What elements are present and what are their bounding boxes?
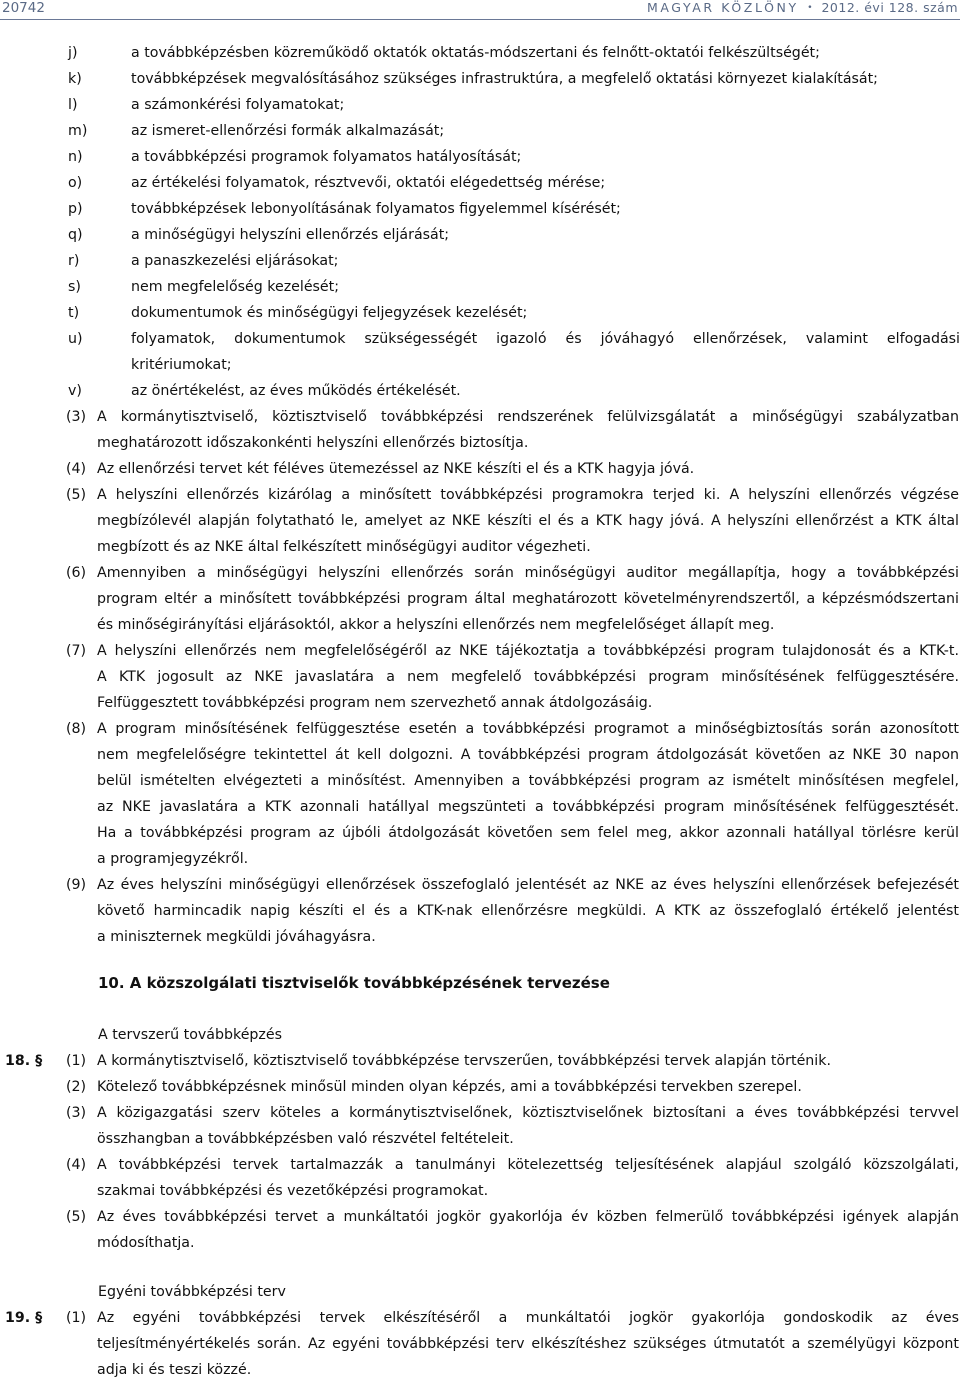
list-item — [68, 92, 960, 118]
list-item — [68, 40, 960, 66]
list-letter: s) — [68, 279, 81, 295]
list-item — [68, 326, 960, 352]
paragraph-line: A helyszíni ellenőrzés kizárólag a minősített továbbképzési programokra terjed ki. A helyszíni ellenőrzés végzése — [97, 487, 959, 503]
list-text: kritériumokat; — [131, 357, 232, 373]
list-letter: k) — [68, 71, 82, 87]
paragraph-line: az NKE javaslatára a KTK azonnali hatállyal megszünteti a továbbképzési program minősítésének felfüggesztését. — [97, 799, 959, 815]
list-letter: j) — [68, 45, 78, 61]
list-letter: v) — [68, 383, 82, 399]
paragraph-line: teljesítményértékelés során. Az egyéni továbbképzési terv elkészítéshez szükséges útmutatót a személyügyi központ — [97, 1336, 959, 1352]
list-item — [68, 66, 960, 92]
paragraph-number: (7) — [66, 643, 87, 659]
paragraph-line: Az ellenőrzési tervet két féléves ütemezéssel az NKE készíti el és a KTK hagyja jóvá. — [97, 461, 695, 477]
paragraph-line: A közigazgatási szerv köteles a kormánytisztviselőnek, köztisztviselőnek biztosítani a éves továbbképzési tervvel — [97, 1105, 959, 1121]
list-text: az ismeret-ellenőrzési formák alkalmazását; — [131, 123, 445, 139]
subsection-title: A tervszerű továbbképzés — [98, 1027, 282, 1043]
paragraph-line: követő harmincadik napig készíti el és a KTK-nak ellenőrzésre megküldi. A KTK az összefoglaló értékelő jelentést — [97, 903, 959, 919]
paragraph-number: (4) — [66, 1157, 87, 1173]
list-letter: t) — [68, 305, 80, 321]
list-item — [68, 300, 960, 326]
paragraph-number: (3) — [66, 1105, 87, 1121]
list-item — [68, 144, 960, 170]
list-text: dokumentumok és minőségügyi feljegyzések kezelését; — [131, 305, 528, 321]
list-text: a számonkérési folyamatokat; — [131, 97, 345, 113]
list-text: nem megfelelőség kezelését; — [131, 279, 340, 295]
list-item — [68, 118, 960, 144]
paragraph-line: program eltér a minősített továbbképzési program által meghatározott követelményrendszertől, a képzésmódszertani — [97, 591, 959, 607]
list-item — [68, 274, 960, 300]
paragraph-line: Felfüggesztett továbbképzési program nem szervezhető annak átdolgozásáig. — [97, 695, 653, 711]
paragraph-line: a miniszternek megküldi jóváhagyásra. — [97, 929, 376, 945]
list-text: folyamatok, dokumentumok szükségességét igazoló és jóváhagyó ellenőrzések, valamint elfogadási — [131, 331, 960, 347]
list-text: a minőségügyi helyszíni ellenőrzés eljárását; — [131, 227, 450, 243]
list-text: az értékelési folyamatok, résztvevői, oktatói elégedettség mérése; — [131, 175, 606, 191]
issue-label: 2012. évi 128. szám — [821, 0, 958, 15]
list-text: a továbbképzési programok folyamatos hatályosítását; — [131, 149, 522, 165]
paragraph-line: nem megfelelőségre tekintettel át kell dolgozni. A továbbképzési program átdolgozását követően az NKE 30 napon — [97, 747, 959, 763]
list-item — [68, 196, 960, 222]
paragraph-line: Ha a továbbképzési program az újbóli átdolgozását követően sem felel meg, akkor azonnali hatállyal törlésre kerül — [97, 825, 959, 841]
paragraph-line: megbízólevél alapján folytatható le, amelyet az NKE készíti el és a KTK hagy jóvá. A helyszíni ellenőrzést a KTK által — [97, 513, 959, 529]
list-text: továbbképzések lebonyolításának folyamatos figyelemmel kísérését; — [131, 201, 621, 217]
paragraph-line: A helyszíni ellenőrzés nem megfelelőségéről az NKE tájékoztatja a továbbképzési program tulajdonosát és a KTK-t. — [97, 643, 959, 659]
paragraph-line: módosíthatja. — [97, 1235, 195, 1251]
paragraph-line: adja ki és teszi közzé. — [97, 1362, 252, 1378]
list-letter: o) — [68, 175, 83, 191]
paragraph-number: (1) — [66, 1310, 87, 1326]
paragraph-number: (3) — [66, 409, 87, 425]
list-item — [68, 378, 960, 404]
subsection-title: Egyéni továbbképzési terv — [98, 1284, 286, 1300]
paragraph-line: Kötelező továbbképzésnek minősül minden olyan képzés, ami a továbbképzési tervekben szerepel. — [97, 1079, 802, 1095]
list-letter: u) — [68, 331, 83, 347]
list-item — [68, 222, 960, 248]
paragraph-number: (4) — [66, 461, 87, 477]
list-text: a panaszkezelési eljárásokat; — [131, 253, 339, 269]
paragraph-line: meghatározott időszakonkénti helyszíni ellenőrzés biztosítja. — [97, 435, 529, 451]
paragraph-number: (2) — [66, 1079, 87, 1095]
paragraph-line: A továbbképzési tervek tartalmazzák a tanulmányi kötelezettség teljesítésének alapjául szolgáló közszolgálati, — [97, 1157, 959, 1173]
bullet-separator: • — [807, 3, 813, 13]
paragraph-line: Az egyéni továbbképzési tervek elkészítéséről a munkáltatói jogkör gyakorlója gondoskodik az éves — [97, 1310, 959, 1326]
paragraph-line: összhangban a továbbképzésben való részvétel feltételeit. — [97, 1131, 514, 1147]
paragraph-number: (6) — [66, 565, 87, 581]
journal-title: MAGYAR KÖZLÖNY — [646, 0, 799, 15]
list-letter: n) — [68, 149, 83, 165]
paragraph-line: A KTK jogosult az NKE javaslatára a nem megfelelő továbbképzési program minősítésének felfüggesztésére. — [97, 669, 959, 685]
paragraph-number: (5) — [66, 487, 87, 503]
list-item — [68, 170, 960, 196]
running-header — [647, 0, 958, 15]
paragraph-number: (9) — [66, 877, 87, 893]
list-text: az önértékelést, az éves működés értékelését. — [131, 383, 461, 399]
section-number: 18. § — [5, 1053, 43, 1069]
list-item — [68, 248, 960, 274]
paragraph-line: A kormánytisztviselő, köztisztviselő továbbképzési rendszerének felülvizsgálatát a minőségügyi szabályzatban — [97, 409, 959, 425]
paragraph-number: (5) — [66, 1209, 87, 1225]
paragraph-number: (1) — [66, 1053, 87, 1069]
paragraph-line: a programjegyzékről. — [97, 851, 249, 867]
header-rule — [0, 19, 960, 20]
list-letter: q) — [68, 227, 83, 243]
list-letter: r) — [68, 253, 80, 269]
list-text: továbbképzések megvalósításához szükséges infrastruktúra, a megfelelő oktatási környezet kialakítását; — [131, 71, 878, 87]
list-item-continuation — [68, 352, 960, 378]
section-number: 19. § — [5, 1310, 43, 1326]
list-letter: p) — [68, 201, 83, 217]
paragraph-line: belül ismételten elvégezteti a minősítést. Amennyiben a továbbképzési program az ismételt minősítésen megfelel, — [97, 773, 959, 789]
paragraph-line: Amennyiben a minőségügyi helyszíni ellenőrzés során minőségügyi auditor megállapítja, hogy a továbbképzési — [97, 565, 959, 581]
paragraph-line: Az éves helyszíni minőségügyi ellenőrzések összefoglaló jelentését az NKE az éves helyszíni ellenőrzések befejezését — [97, 877, 959, 893]
page-number: 20742 — [2, 0, 45, 16]
list-text: a továbbképzésben közreműködő oktatók oktatás-módszertani és felnőtt-oktatói felkészültségét; — [131, 45, 820, 61]
paragraph-line: A program minősítésének felfüggesztése esetén a továbbképzési programot a minőségbiztosítás során azonosított — [97, 721, 959, 737]
paragraph-number: (8) — [66, 721, 87, 737]
paragraph-line: Az éves továbbképzési tervet a munkáltatói jogkör gyakorlója év közben felmerülő továbbképzési igények alapján — [97, 1209, 959, 1225]
list-letter: l) — [68, 97, 78, 113]
paragraph-line: és minőségirányítási eljárásoktól, akkor a helyszíni ellenőrzés nem megfelelőséget állapít meg. — [97, 617, 775, 633]
paragraph-line: A kormánytisztviselő, köztisztviselő továbbképzése tervszerűen, továbbképzési tervek alapján történik. — [97, 1053, 831, 1069]
list-letter: m) — [68, 123, 88, 139]
paragraph-line: megbízott és az NKE által felkészített minőségügyi auditor végezheti. — [97, 539, 591, 555]
section-heading: 10. A közszolgálati tisztviselők továbbképzésének tervezése — [98, 974, 610, 992]
paragraph-line: szakmai továbbképzési és vezetőképzési programokat. — [97, 1183, 489, 1199]
